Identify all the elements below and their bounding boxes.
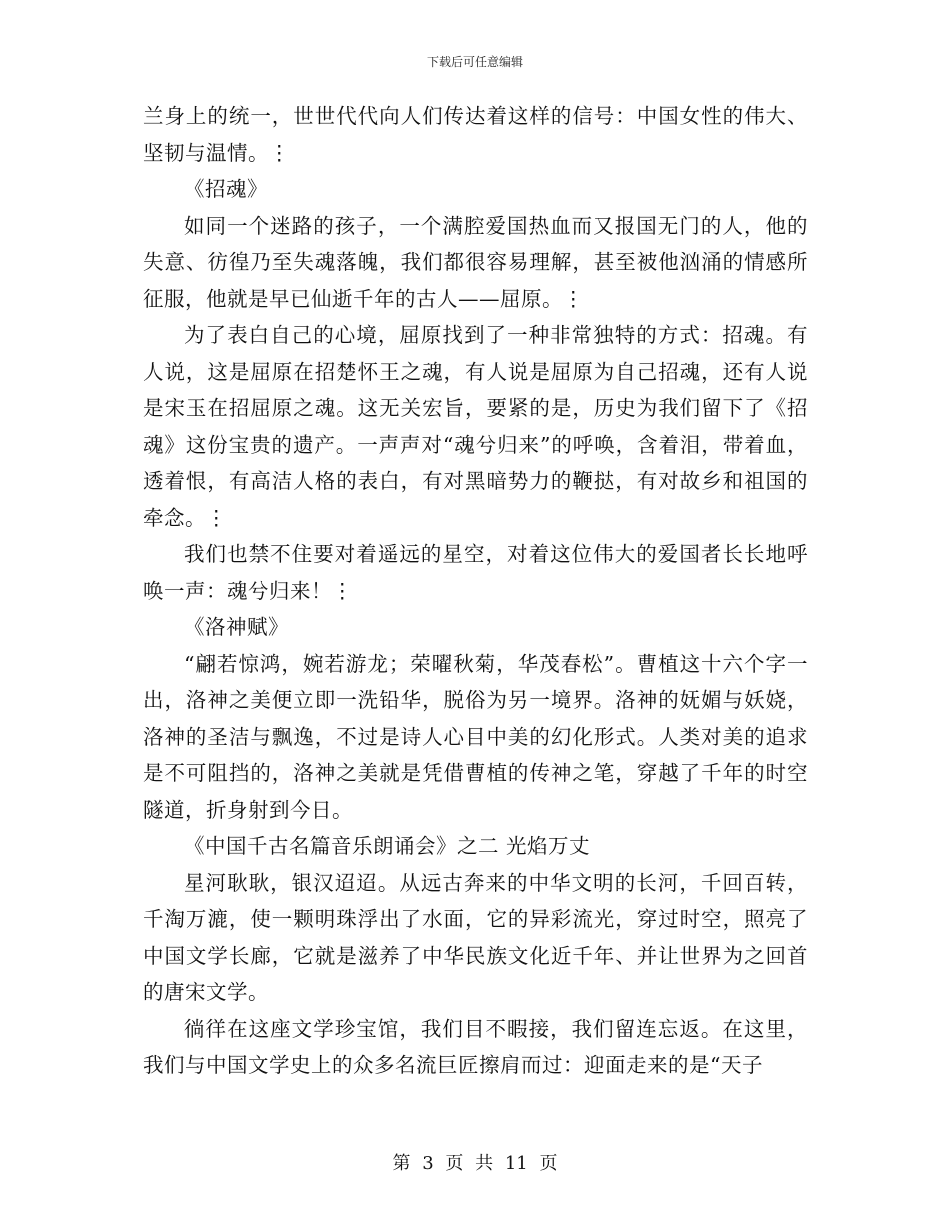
paragraph: 为了表白自己的心境，屈原找到了一种非常独特的方式：招魂。有人说，这是屈原在招楚怀王之魂，有人说是屈原为自己招魂，还有人说是宋玉在招屈原之魂。这无关宏旨，要紧的是，历史为我们留下了《招魂》这份宝贵的遗产。一声声对“魂兮归来”的呼唤，含着泪，带着血，透着恨，有高洁人格的表白，有对黑暗势力的鞭挞，有对故乡和祖国的牵念。⋮ <box>143 323 808 530</box>
section-heading-zhaohun: 《招魂》 <box>184 177 268 201</box>
page-header: 下载后可任意编辑 <box>426 55 523 69</box>
section-heading-guangyanwanzhang: 《中国千古名篇音乐朗诵会》之二 光焰万丈 <box>184 834 591 858</box>
paragraph: 我们也禁不住要对着遥远的星空，对着这位伟大的爱国者长长地呼唤一声：魂兮归来！⋮ <box>143 542 808 603</box>
paragraph-continuation: 兰身上的统一，世世代代向人们传达着这样的信号：中国女性的伟大、坚韧与温情。⋮ <box>143 104 808 165</box>
page-number-footer: 第 3 页 共 11 页 <box>392 1153 558 1174</box>
section-heading-luoshenfu: 《洛神赋》 <box>184 615 289 639</box>
paragraph: 如同一个迷路的孩子，一个满腔爱国热血而又报国无门的人，他的失意、彷徨乃至失魂落魄，我们都很容易理解，甚至被他汹涌的情感所征服，他就是早已仙逝千年的古人——屈原。⋮ <box>143 213 808 311</box>
paragraph: 星河耿耿，银汉迢迢。从远古奔来的中华文明的长河，千回百转，千淘万漉，使一颗明珠浮出了水面，它的异彩流光，穿过时空，照亮了中国文学长廊，它就是滋养了中华民族文化近千年、并让世界为之回首的唐宋文学。 <box>143 870 808 1004</box>
paragraph: 徜徉在这座文学珍宝馆，我们目不暇接，我们留连忘返。在这里，我们与中国文学史上的众多名流巨匠擦肩而过：迎面走来的是“天子 <box>143 1016 808 1077</box>
document-body <box>143 98 808 1084</box>
paragraph: “翩若惊鸿，婉若游龙；荣曜秋菊，华茂春松”。曹植这十六个字一出，洛神之美便立即一洗铅华，脱俗为另一境界。洛神的妩媚与妖娆，洛神的圣洁与飘逸，不过是诗人心目中美的幻化形式。人类对美的追求是不可阻挡的，洛神之美就是凭借曹植的传神之笔，穿越了千年的时空隧道，折身射到今日。 <box>143 651 808 822</box>
